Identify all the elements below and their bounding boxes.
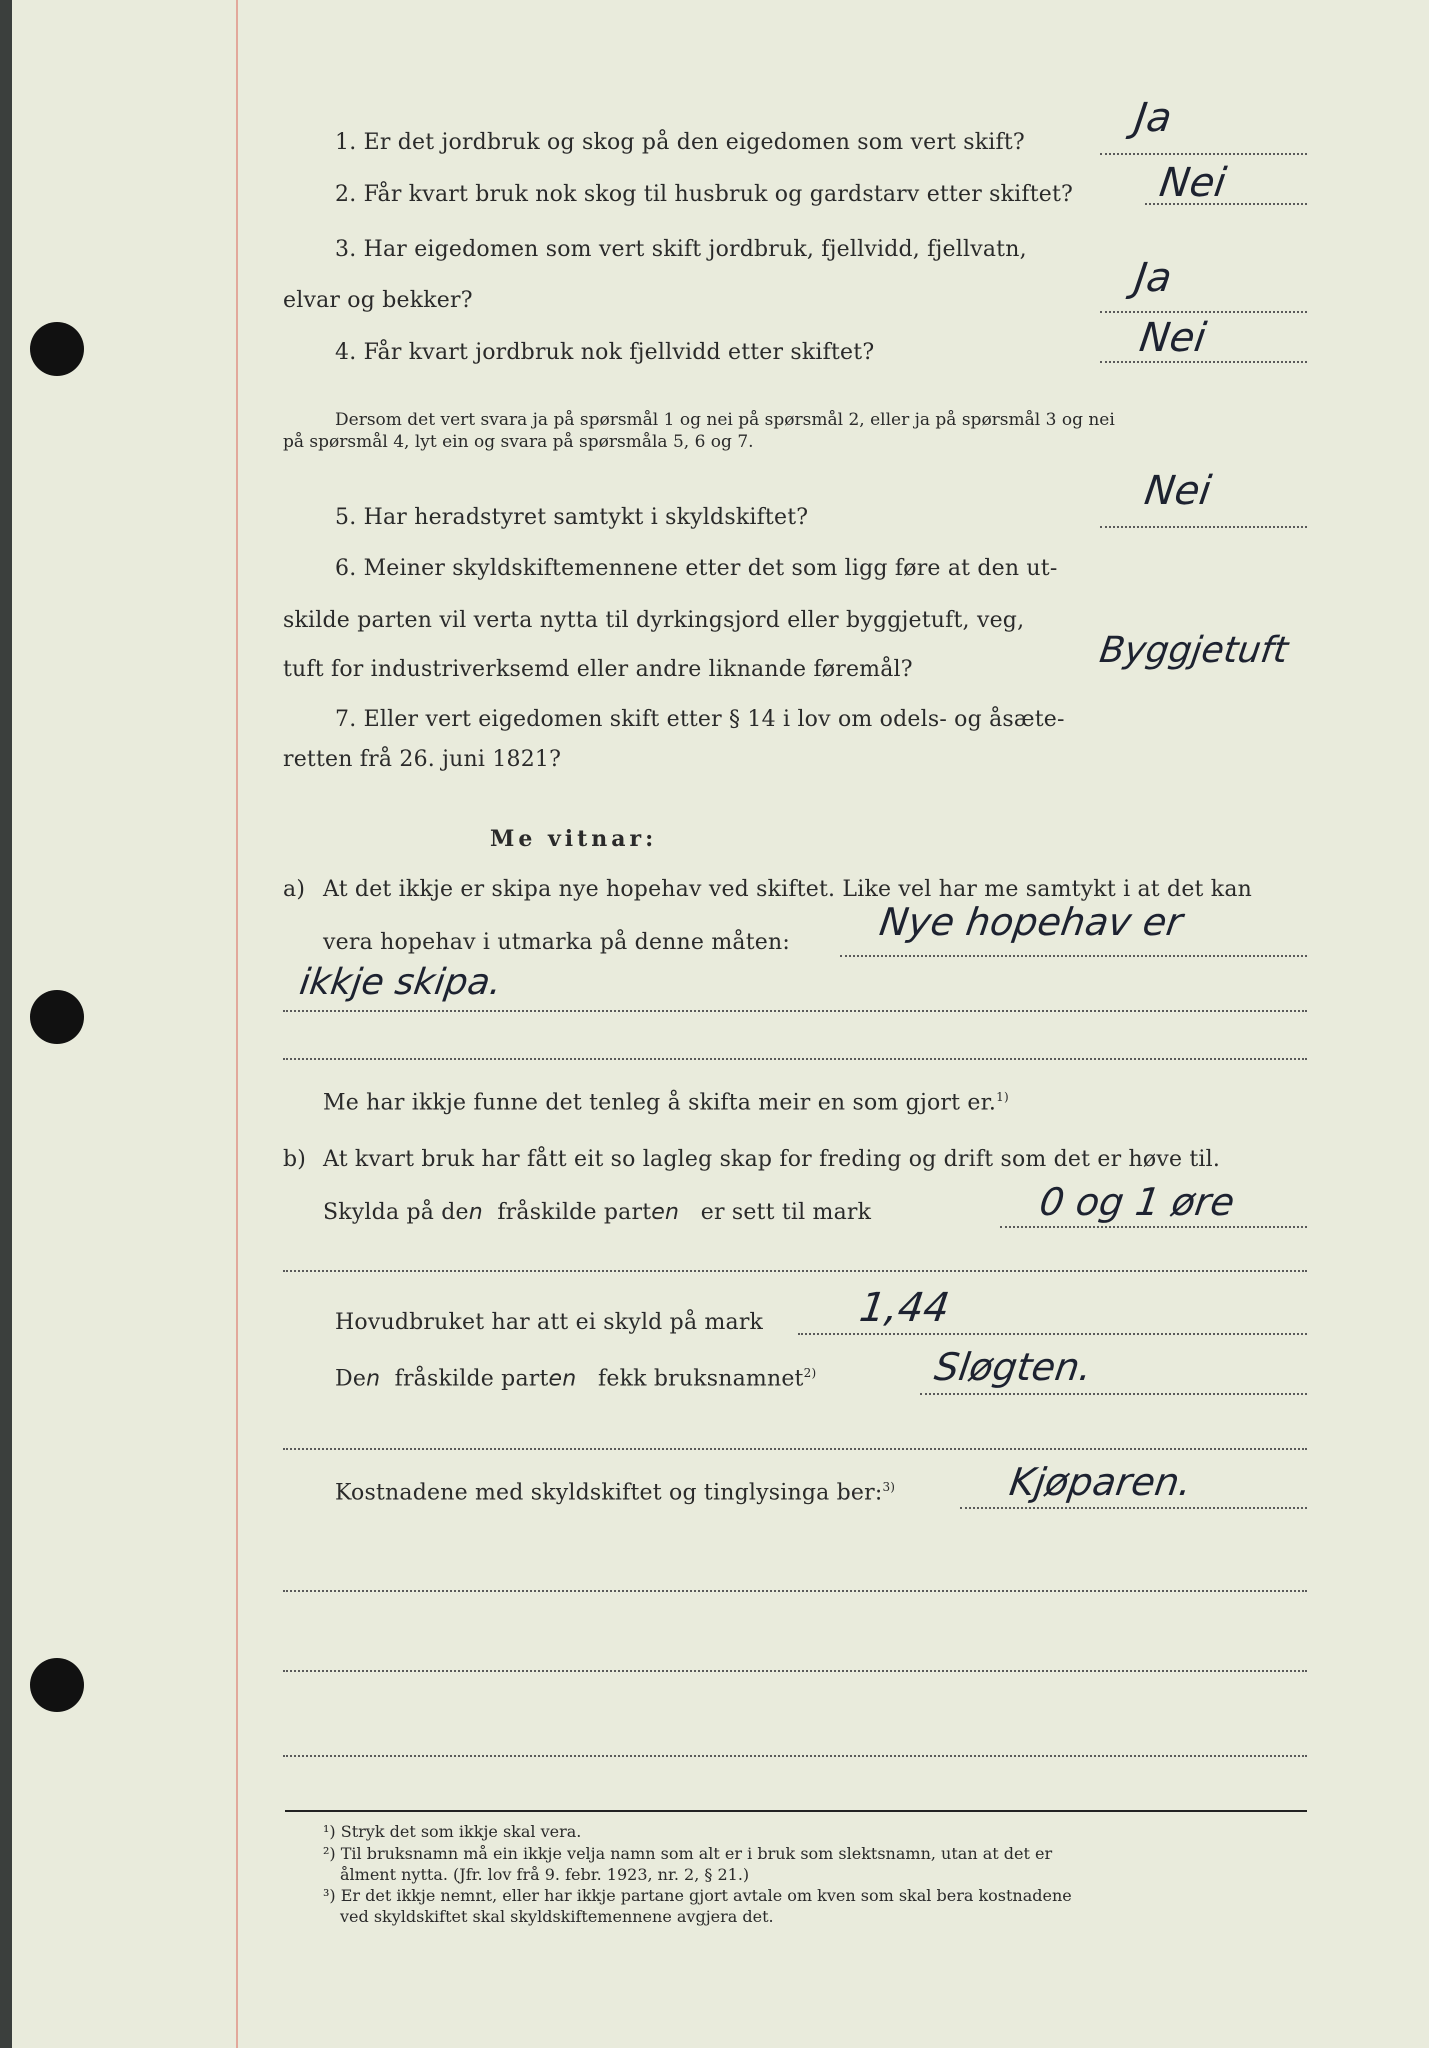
bruksnamn-value: Sløgten. xyxy=(931,1345,1095,1389)
question-5: 5. Har heradstyret samtykt i skyldskiftet? xyxy=(335,505,809,530)
hopehav-handwriting-1: Nye hopehav er xyxy=(876,900,1186,944)
kostnad-value: Kjøparen. xyxy=(1006,1460,1195,1504)
skylda-line xyxy=(1000,1226,1307,1228)
punch-hole-middle xyxy=(30,990,84,1044)
bruksnamn-line xyxy=(920,1393,1307,1395)
instruction-line2: på spørsmål 4, lyt ein og svara på spørsmåla 5, 6 og 7. xyxy=(283,432,754,452)
answer-line-4 xyxy=(1100,361,1307,363)
kostnad-label: Kostnadene med skyldskiftet og tinglysinga ber:$^{3)}$ xyxy=(335,1480,896,1506)
footnote-2-line2: ålment nytta. (Jfr. lov frå 9. febr. 1923, nr. 2, § 21.) xyxy=(340,1865,750,1884)
punch-hole-bottom xyxy=(30,1658,84,1712)
kostnad-line xyxy=(960,1507,1307,1509)
footnote-1: ¹) Stryk det som ikkje skal vera. xyxy=(323,1822,582,1841)
hopehav-handwriting-2: ikkje skipa. xyxy=(297,962,505,1003)
answer-3: Ja xyxy=(1131,255,1175,301)
skylda-value: 0 og 1 øre xyxy=(1036,1180,1238,1224)
hovudbruk-line xyxy=(798,1333,1307,1335)
footnote-2-line1: ²) Til bruksnamn må ein ikkje velja namn som alt er i bruk som slektsnamn, utan at det er xyxy=(323,1844,1053,1863)
scan-edge xyxy=(0,0,12,2048)
skylda-label: Skylda på den fråskilde parten er sett til mark xyxy=(323,1200,872,1225)
hovudbruk-value: 1,44 xyxy=(856,1285,953,1331)
question-6-line3: tuft for industriverksemd eller andre liknande føremål? xyxy=(283,657,913,682)
question-6-line1: 6. Meiner skyldskiftemennene etter det som ligg føre at den ut- xyxy=(335,556,1058,581)
witness-heading: Me vitnar: xyxy=(490,826,658,852)
footnote-3-line2: ved skyldskiftet skal skyldskiftemennene avgjera det. xyxy=(340,1907,774,1926)
question-4: 4. Får kvart jordbruk nok fjellvidd etter skiftet? xyxy=(335,340,875,365)
question-7-line1: 7. Eller vert eigedomen skift etter § 14 i lov om odels- og åsæte- xyxy=(335,707,1065,732)
instruction-line1: Dersom det vert svara ja på spørsmål 1 og nei på spørsmål 2, eller ja på spørsmål 3 og nei xyxy=(335,410,1115,430)
hopehav-line-2 xyxy=(283,1010,1307,1012)
footnote-3-line1: ³) Er det ikkje nemnt, eller har ikkje partane gjort avtale om kven som skal bera kostnadene xyxy=(323,1886,1072,1905)
hopehav-line-1 xyxy=(840,955,1307,957)
item-a-label: a) xyxy=(283,877,306,902)
answer-2: Nei xyxy=(1156,160,1229,206)
footnote-rule xyxy=(285,1810,1307,1812)
skylda-line-2 xyxy=(283,1270,1307,1272)
answer-5: Nei xyxy=(1141,468,1214,514)
margin-rule xyxy=(236,0,238,2048)
kostnad-line-2 xyxy=(283,1590,1307,1592)
question-3-line1: 3. Har eigedomen som vert skift jordbruk, fjellvidd, fjellvatn, xyxy=(335,237,1027,262)
bruksnamn-line-2 xyxy=(283,1448,1307,1450)
bruksnamn-label: Den fråskilde parten fekk bruksnamnet$^{2)}$ xyxy=(335,1366,817,1392)
kostnad-line-3 xyxy=(283,1670,1307,1672)
item-b-line1: At kvart bruk har fått eit so lagleg skap for freding og drift som det er høve til. xyxy=(323,1147,1221,1172)
question-1: 1. Er det jordbruk og skog på den eigedomen som vert skift? xyxy=(335,130,1025,155)
answer-line-5 xyxy=(1100,526,1307,528)
answer-1: Ja xyxy=(1131,95,1175,141)
hovudbruk-label: Hovudbruket har att ei skyld på mark xyxy=(335,1310,764,1335)
item-a-line2: vera hopehav i utmarka på denne måten: xyxy=(323,930,790,955)
question-7-line2: retten frå 26. juni 1821? xyxy=(283,747,562,772)
question-2: 2. Får kvart bruk nok skog til husbruk og gardstarv etter skiftet? xyxy=(335,182,1074,207)
item-a-line1: At det ikkje er skipa nye hopehav ved skiftet. Like vel har me samtykt i at det kan xyxy=(323,877,1252,902)
not-further-text: Me har ikkje funne det tenleg å skifta meir en som gjort er.$^{1)}$ xyxy=(323,1090,1009,1116)
answer-line-3 xyxy=(1100,311,1307,313)
question-3-line2: elvar og bekker? xyxy=(283,288,473,313)
item-b-label: b) xyxy=(283,1147,307,1172)
answer-line-1 xyxy=(1100,153,1307,155)
answer-6: Byggjetuft xyxy=(1097,630,1291,671)
question-6-line2: skilde parten vil verta nytta til dyrkingsjord eller byggjetuft, veg, xyxy=(283,608,1025,633)
punch-hole-top xyxy=(30,322,84,376)
answer-4: Nei xyxy=(1136,315,1209,361)
kostnad-line-4 xyxy=(283,1755,1307,1757)
hopehav-line-3 xyxy=(283,1058,1307,1060)
